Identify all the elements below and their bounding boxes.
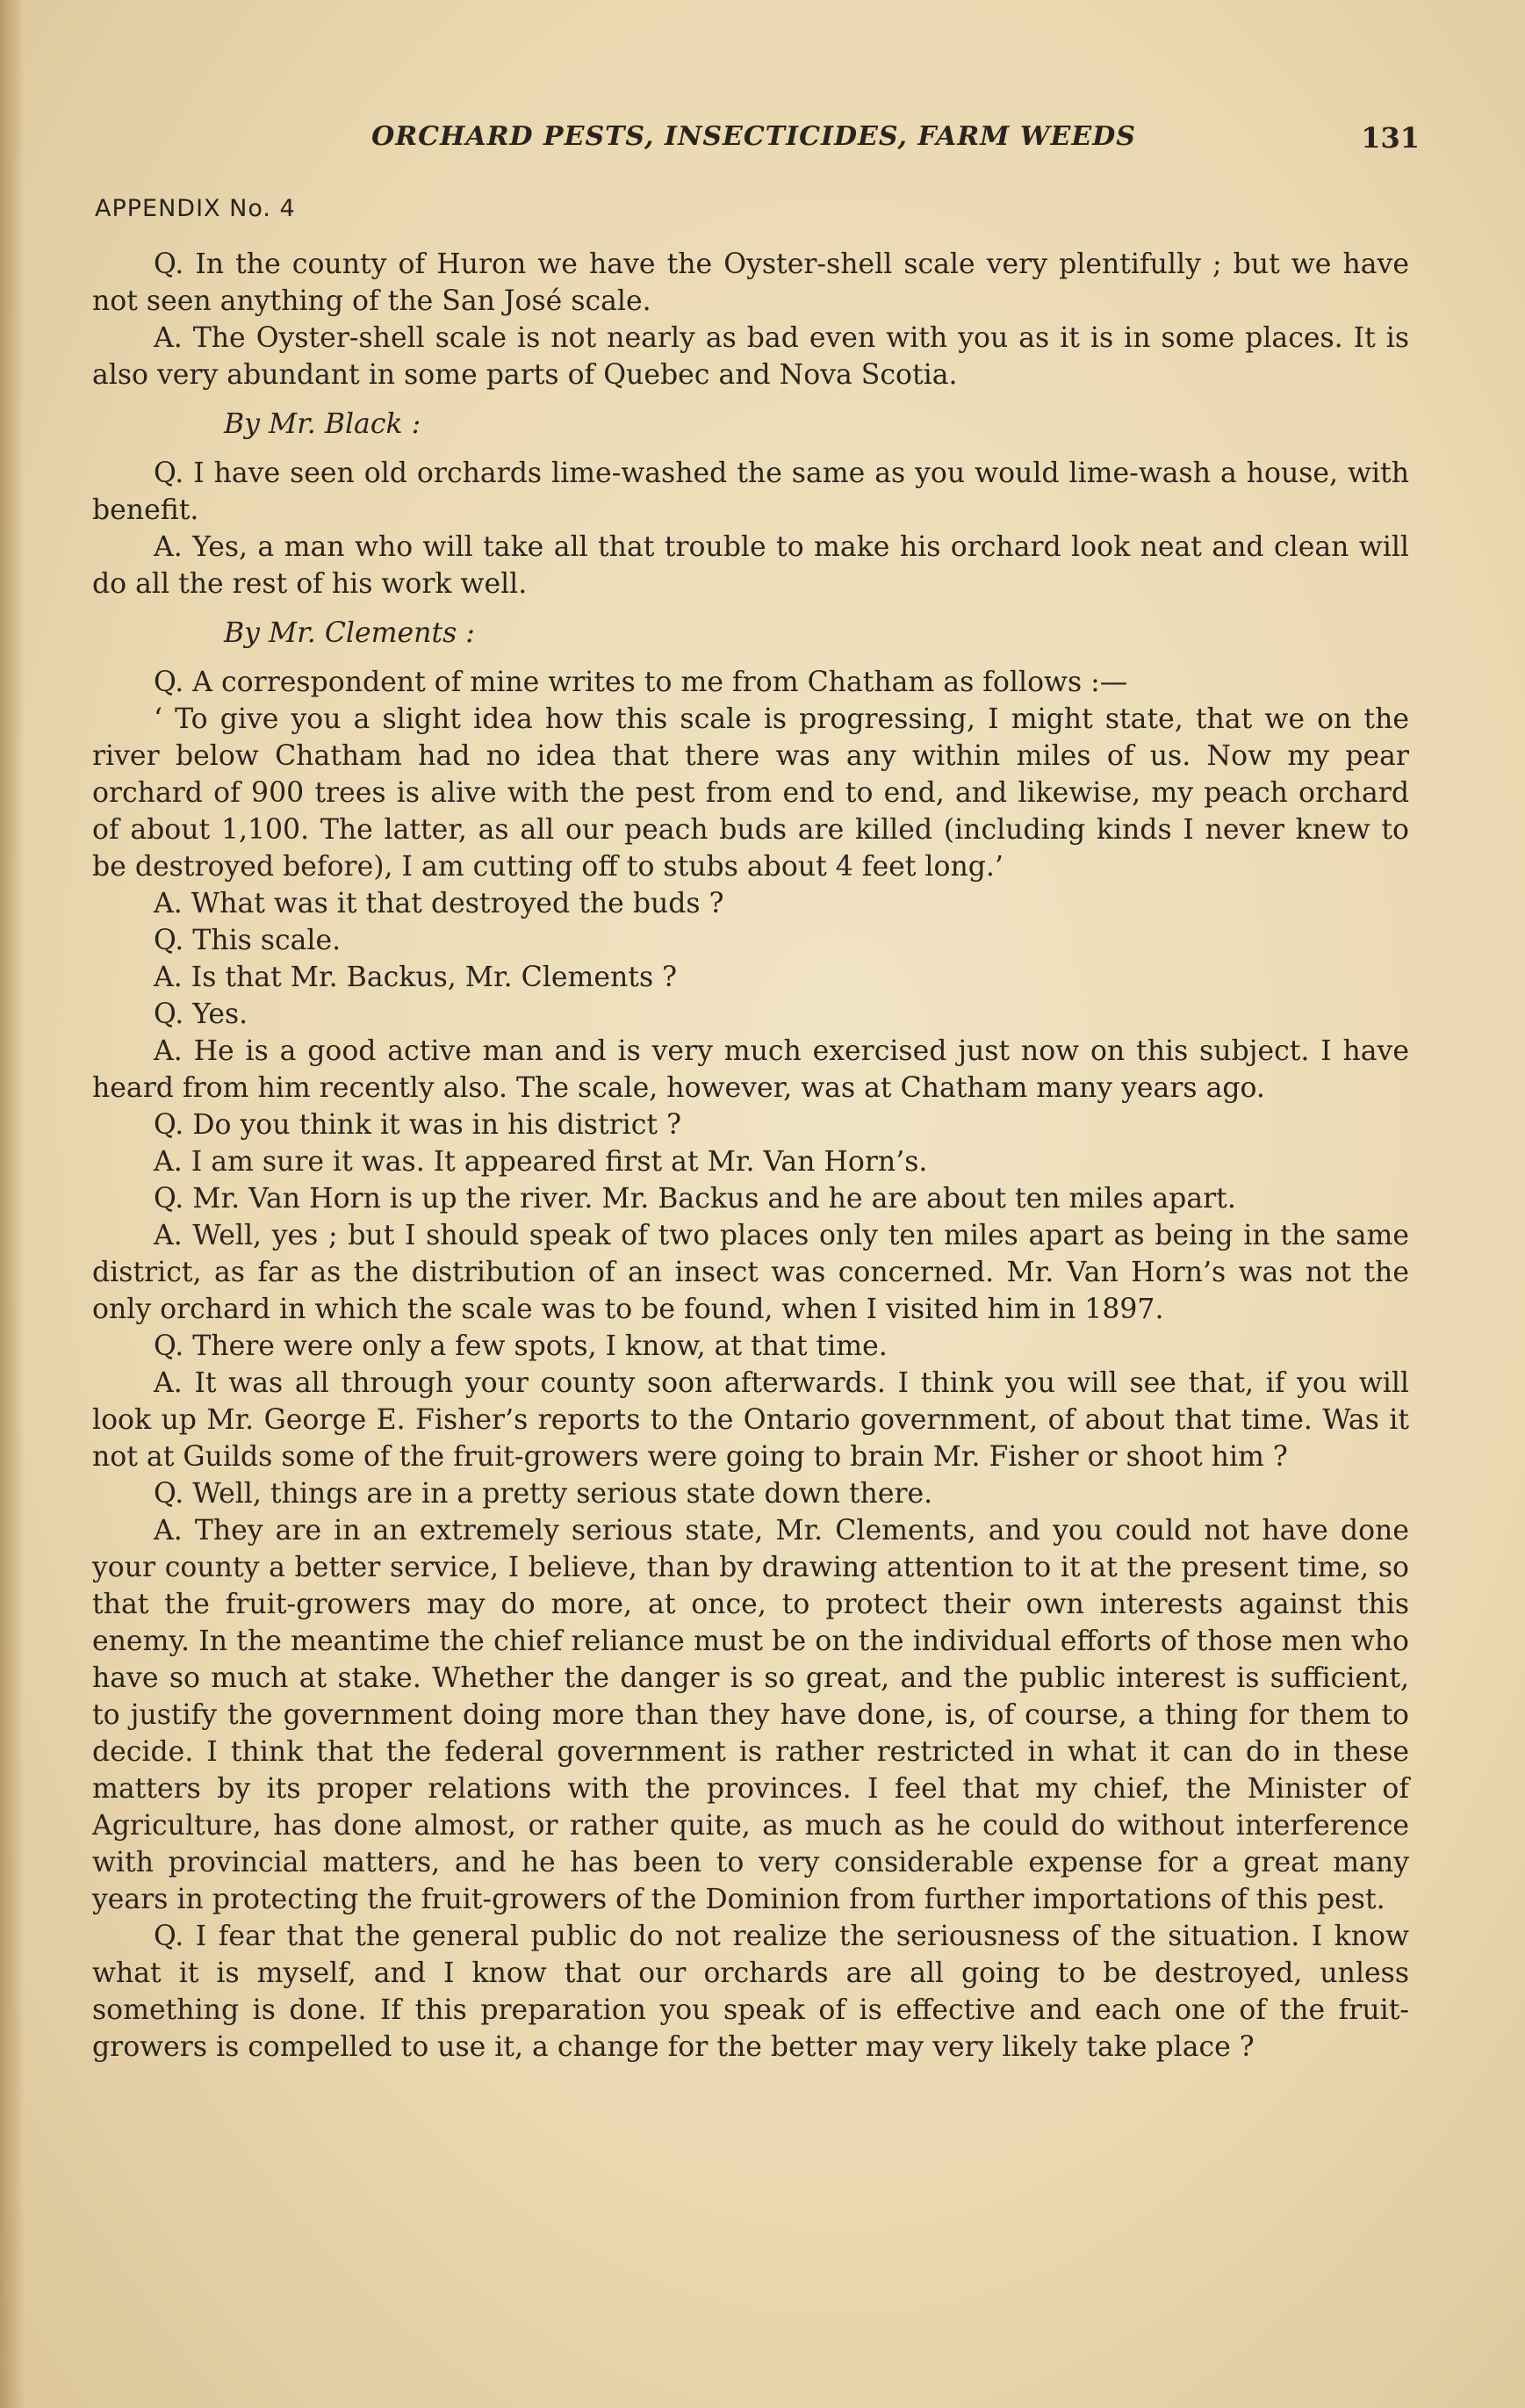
running-head — [88, 121, 1420, 165]
paragraph: A. Is that Mr. Backus, Mr. Clements ? — [154, 962, 678, 993]
paragraph: Q. This scale. — [154, 925, 342, 956]
paragraph: Q. A correspondent of mine writes to me from Chatham as follows :— — [154, 667, 1128, 698]
body-text — [92, 246, 1409, 2066]
paragraph: A. I am sure it was. It appeared first at Mr. Van Horn’s. — [154, 1146, 928, 1178]
quoted-letter: ‘ To give you a slight idea how this scale is progressing, I might state, that we on the river below Chatham had no idea that there was any within miles of us. Now my pear orchard of 900 trees is alive with the pest from end to end, and likewise, my peach orchard of about 1,100. The latter, as all our peach buds are killed (including kinds I never knew to be destroyed before), I am cutting off to stubs about 4 feet long.’ — [92, 703, 1409, 883]
page-number: 131 — [1361, 121, 1420, 155]
paragraph: A. They are in an extremely serious state, Mr. Clements, and you could not have done your county a better service, I believe, than by drawing attention to it at the present time, so that the fruit-growers may do more, at once, to protect their own interests against this enemy. In the meantime the chief reliance must be on the individual efforts of those men who have so much at stake. Whether the danger is so great, and the public interest is sufficient, to justify the government doing more than they have done, is, of course, a thing for them to decide. I think that the federal government is rather restricted in what it can do in these matters by its proper relations with the provinces. I feel that my chief, the Minister of Agriculture, has done almost, or rather quite, as much as he could do without interference with provincial matters, and he has been to very considerable expense for a great many years in protecting the fruit-growers of the Dominion from further importations of this pest. — [92, 1515, 1409, 1915]
paragraph: A. What was it that destroyed the buds ? — [154, 888, 724, 919]
paragraph: Q. Do you think it was in his district ? — [154, 1109, 681, 1141]
paragraph: Q. Mr. Van Horn is up the river. Mr. Backus and he are about ten miles apart. — [154, 1183, 1236, 1215]
paragraph: Q. I fear that the general public do not realize the seriousness of the situation. I know what it is myself, and I know that our orchards are all going to be destroyed, unless something is done. If this preparation you speak of is effective and each one of the fruit-growers is compelled to use it, a change for the better may very likely take place ? — [92, 1921, 1409, 2063]
paragraph: A. Well, yes ; but I should speak of two places only ten miles apart as being in the same district, as far as the distribution of an insect was concerned. Mr. Van Horn’s was not the only orchard in which the scale was to be found, when I visited him in 1897. — [92, 1220, 1409, 1325]
paragraph: Q. Well, things are in a pretty serious state down there. — [154, 1478, 933, 1510]
speaker-heading: By Mr. Clements : — [224, 617, 475, 649]
paragraph: Q. In the county of Huron we have the Oyster-shell scale very plentifully ; but we have not seen anything of the San José scale. — [92, 249, 1409, 317]
appendix-label: APPENDIX No. 4 — [95, 195, 296, 222]
paragraph: Q. Yes. — [154, 999, 248, 1030]
paragraph: A. The Oyster-shell scale is not nearly as bad even with you as it is in some places. It is also very abundant in some parts of Quebec and Nova Scotia. — [92, 322, 1409, 391]
paragraph: A. Yes, a man who will take all that trouble to make his orchard look neat and clean will do all the rest of his work well. — [92, 531, 1409, 600]
paragraph: A. He is a good active man and is very much exercised just now on this subject. I have heard from him recently also. The scale, however, was at Chatham many years ago. — [92, 1035, 1409, 1104]
paragraph: Q. There were only a few spots, I know, at that time. — [154, 1330, 888, 1362]
speaker-heading: By Mr. Black : — [224, 408, 421, 440]
running-title: ORCHARD PESTS, INSECTICIDES, FARM WEEDS — [371, 121, 1136, 152]
paragraph: Q. I have seen old orchards lime-washed the same as you would lime-wash a house, with benefit. — [92, 458, 1409, 526]
paragraph: A. It was all through your county soon afterwards. I think you will see that, if you will look up Mr. George E. Fisher’s reports to the Ontario government, of about that time. Was it not at Guilds some of the fruit-growers were going to brain Mr. Fisher or shoot him ? — [92, 1367, 1409, 1473]
